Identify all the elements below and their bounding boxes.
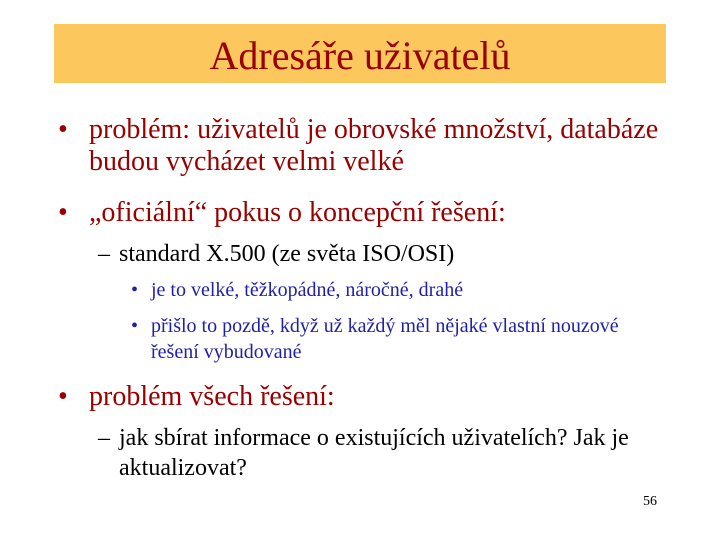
title-bar xyxy=(54,24,666,83)
sub-bullet-x500 xyxy=(98,239,678,269)
page-number: 56 xyxy=(643,494,657,509)
bullet-marker: • xyxy=(131,279,139,301)
bullet-problem-users xyxy=(58,114,678,178)
bullet-marker: • xyxy=(58,114,68,145)
detail-bullet-text: přišlo to pozdě, když už každý měl nějaké vlastní nouzové řešení vybudované xyxy=(151,315,619,363)
bullet-marker: • xyxy=(131,315,139,337)
bullet-text: „oficiální“ pokus o koncepční řešení: xyxy=(89,197,506,228)
bullet-text: problém: uživatelů je obrovské množství, databáze budou vycházet velmi velké xyxy=(89,114,659,177)
bullet-text: problém všech řešení: xyxy=(89,381,335,412)
slide-title: Adresáře uživatelů xyxy=(209,32,511,78)
sub-bullet-collect xyxy=(98,423,678,483)
detail-bullet-text: je to velké, těžkopádné, náročné, drahé xyxy=(151,279,464,301)
sub-bullet-text: jak sbírat informace o existujících uživatelích? Jak je aktualizovat? xyxy=(119,425,629,481)
detail-bullet-heavy xyxy=(131,277,671,303)
bullet-marker: • xyxy=(58,381,68,412)
dash-marker: – xyxy=(98,241,110,267)
detail-bullet-late xyxy=(131,313,671,365)
bullet-marker: • xyxy=(58,197,68,228)
bullet-problem-all xyxy=(58,381,678,413)
sub-bullet-text: standard X.500 (ze světa ISO/OSI) xyxy=(119,241,455,267)
dash-marker: – xyxy=(98,425,110,451)
bullet-official-attempt xyxy=(58,197,678,229)
